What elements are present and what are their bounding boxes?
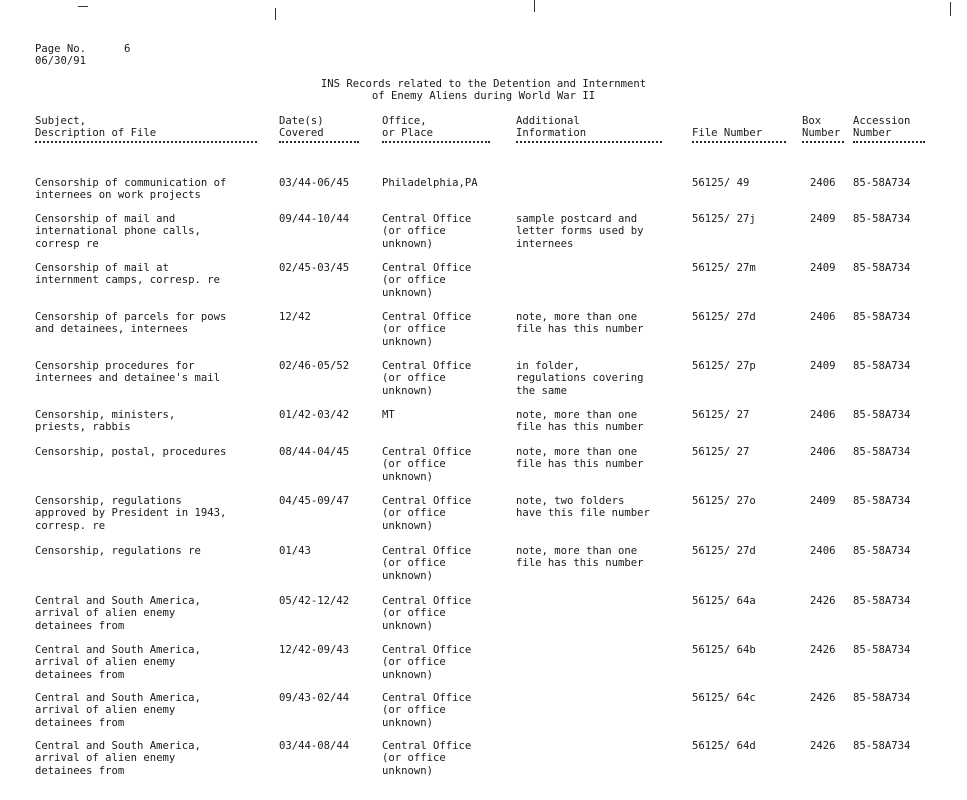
cell-subject: Censorship, regulations re bbox=[35, 545, 201, 557]
cell-box-number: 2426 bbox=[810, 740, 836, 752]
cell-dates: 12/42-09/43 bbox=[279, 644, 350, 656]
cell-dates: 02/46-05/52 bbox=[279, 360, 350, 372]
col-header-file-number: File Number bbox=[692, 127, 763, 139]
cell-dates: 01/42-03/42 bbox=[279, 409, 350, 421]
cell-office: Central Office (or office unknown) bbox=[382, 595, 472, 632]
header-rule-file bbox=[692, 141, 786, 143]
header-rule-accession bbox=[853, 141, 925, 143]
cell-subject: Central and South America, arrival of alien enemy detainees from bbox=[35, 740, 201, 777]
cell-box-number: 2406 bbox=[810, 311, 836, 323]
table-row bbox=[0, 644, 967, 692]
cell-subject: Central and South America, arrival of alien enemy detainees from bbox=[35, 595, 201, 632]
cell-subject: Censorship, regulations approved by President in 1943, corresp. re bbox=[35, 495, 227, 532]
scan-speck bbox=[950, 2, 951, 16]
cell-office: Central Office (or office unknown) bbox=[382, 360, 472, 397]
page-header bbox=[35, 43, 130, 68]
cell-accession-number: 85-58A734 bbox=[853, 213, 911, 225]
table-row bbox=[0, 495, 967, 543]
cell-box-number: 2406 bbox=[810, 446, 836, 458]
page-number: 6 bbox=[124, 43, 131, 55]
cell-dates: 05/42-12/42 bbox=[279, 595, 350, 607]
cell-dates: 02/45-03/45 bbox=[279, 262, 350, 274]
cell-file-number: 56125/ 27d bbox=[692, 545, 756, 557]
cell-office: Philadelphia,PA bbox=[382, 177, 478, 189]
header-rule-box bbox=[802, 141, 844, 143]
cell-office: Central Office (or office unknown) bbox=[382, 545, 472, 582]
cell-office: Central Office (or office unknown) bbox=[382, 740, 472, 777]
page-label: Page No. bbox=[35, 43, 87, 55]
col-header-box: Box Number bbox=[802, 115, 841, 140]
cell-dates: 08/44-04/45 bbox=[279, 446, 350, 458]
scan-speck bbox=[78, 6, 88, 7]
cell-office: Central Office (or office unknown) bbox=[382, 644, 472, 681]
cell-subject: Censorship of mail and international phone calls, corresp re bbox=[35, 213, 201, 250]
cell-file-number: 56125/ 49 bbox=[692, 177, 750, 189]
cell-accession-number: 85-58A734 bbox=[853, 495, 911, 507]
table-row bbox=[0, 692, 967, 740]
cell-box-number: 2426 bbox=[810, 644, 836, 656]
cell-file-number: 56125/ 64b bbox=[692, 644, 756, 656]
cell-accession-number: 85-58A734 bbox=[853, 740, 911, 752]
cell-subject: Censorship procedures for internees and detainee's mail bbox=[35, 360, 220, 385]
cell-box-number: 2406 bbox=[810, 545, 836, 557]
cell-subject: Censorship of mail at internment camps, corresp. re bbox=[35, 262, 220, 287]
cell-box-number: 2406 bbox=[810, 177, 836, 189]
cell-accession-number: 85-58A734 bbox=[853, 177, 911, 189]
cell-dates: 09/44-10/44 bbox=[279, 213, 350, 225]
header-rule-additional bbox=[516, 141, 662, 143]
cell-subject: Censorship, ministers, priests, rabbis bbox=[35, 409, 176, 434]
cell-file-number: 56125/ 64d bbox=[692, 740, 756, 752]
cell-additional: note, more than one file has this number bbox=[516, 545, 644, 570]
col-header-office: Office, or Place bbox=[382, 115, 434, 140]
cell-file-number: 56125/ 64c bbox=[692, 692, 756, 704]
cell-box-number: 2409 bbox=[810, 360, 836, 372]
cell-box-number: 2426 bbox=[810, 692, 836, 704]
cell-file-number: 56125/ 27p bbox=[692, 360, 756, 372]
cell-dates: 01/43 bbox=[279, 545, 311, 557]
title-line-1: INS Records related to the Detention and Internment bbox=[320, 78, 647, 90]
table-row bbox=[0, 311, 967, 359]
col-header-accession: Accession Number bbox=[853, 115, 911, 140]
scan-speck bbox=[534, 0, 535, 12]
cell-dates: 09/43-02/44 bbox=[279, 692, 350, 704]
cell-file-number: 56125/ 27j bbox=[692, 213, 756, 225]
cell-dates: 04/45-09/47 bbox=[279, 495, 350, 507]
table-row bbox=[0, 545, 967, 593]
cell-file-number: 56125/ 27 bbox=[692, 409, 750, 421]
cell-accession-number: 85-58A734 bbox=[853, 595, 911, 607]
cell-box-number: 2409 bbox=[810, 495, 836, 507]
table-row bbox=[0, 262, 967, 310]
cell-accession-number: 85-58A734 bbox=[853, 692, 911, 704]
cell-subject: Censorship of parcels for pows and detainees, internees bbox=[35, 311, 227, 336]
cell-file-number: 56125/ 64a bbox=[692, 595, 756, 607]
cell-file-number: 56125/ 27 bbox=[692, 446, 750, 458]
cell-box-number: 2426 bbox=[810, 595, 836, 607]
cell-accession-number: 85-58A734 bbox=[853, 360, 911, 372]
cell-accession-number: 85-58A734 bbox=[853, 409, 911, 421]
cell-box-number: 2409 bbox=[810, 213, 836, 225]
cell-accession-number: 85-58A734 bbox=[853, 262, 911, 274]
cell-dates: 12/42 bbox=[279, 311, 311, 323]
header-rule-subject bbox=[35, 141, 257, 143]
table-row bbox=[0, 740, 967, 788]
cell-subject: Censorship, postal, procedures bbox=[35, 446, 227, 458]
cell-additional: note, more than one file has this number bbox=[516, 446, 644, 471]
table-row bbox=[0, 446, 967, 494]
table-row bbox=[0, 213, 967, 261]
table-row bbox=[0, 595, 967, 643]
cell-file-number: 56125/ 27m bbox=[692, 262, 756, 274]
cell-office: Central Office (or office unknown) bbox=[382, 495, 472, 532]
cell-additional: note, more than one file has this number bbox=[516, 311, 644, 336]
col-header-dates: Date(s) Covered bbox=[279, 115, 324, 140]
report-title bbox=[0, 78, 967, 103]
cell-dates: 03/44-06/45 bbox=[279, 177, 350, 189]
cell-accession-number: 85-58A734 bbox=[853, 446, 911, 458]
cell-additional: note, two folders have this file number bbox=[516, 495, 650, 520]
cell-subject: Censorship of communication of internees on work projects bbox=[35, 177, 227, 202]
header-rule-dates bbox=[279, 141, 359, 143]
report-date: 06/30/91 bbox=[35, 55, 87, 68]
cell-office: Central Office (or office unknown) bbox=[382, 213, 472, 250]
cell-dates: 03/44-08/44 bbox=[279, 740, 350, 752]
cell-file-number: 56125/ 27d bbox=[692, 311, 756, 323]
cell-box-number: 2409 bbox=[810, 262, 836, 274]
cell-subject: Central and South America, arrival of alien enemy detainees from bbox=[35, 644, 201, 681]
cell-subject: Central and South America, arrival of alien enemy detainees from bbox=[35, 692, 201, 729]
cell-additional: note, more than one file has this number bbox=[516, 409, 644, 434]
cell-office: Central Office (or office unknown) bbox=[382, 446, 472, 483]
cell-accession-number: 85-58A734 bbox=[853, 545, 911, 557]
cell-additional: sample postcard and letter forms used by internees bbox=[516, 213, 644, 250]
cell-box-number: 2406 bbox=[810, 409, 836, 421]
cell-office: Central Office (or office unknown) bbox=[382, 311, 472, 348]
cell-additional: in folder, regulations covering the same bbox=[516, 360, 644, 397]
cell-file-number: 56125/ 27o bbox=[692, 495, 756, 507]
table-row bbox=[0, 360, 967, 408]
cell-office: Central Office (or office unknown) bbox=[382, 692, 472, 729]
scan-speck bbox=[275, 8, 276, 20]
cell-office: MT bbox=[382, 409, 395, 421]
title-line-2: of Enemy Aliens during World War II bbox=[371, 90, 596, 103]
cell-office: Central Office (or office unknown) bbox=[382, 262, 472, 299]
header-rule-office bbox=[382, 141, 490, 143]
cell-accession-number: 85-58A734 bbox=[853, 311, 911, 323]
col-header-additional: Additional Information bbox=[516, 115, 587, 140]
cell-accession-number: 85-58A734 bbox=[853, 644, 911, 656]
col-header-subject: Subject, Description of File bbox=[35, 115, 157, 140]
